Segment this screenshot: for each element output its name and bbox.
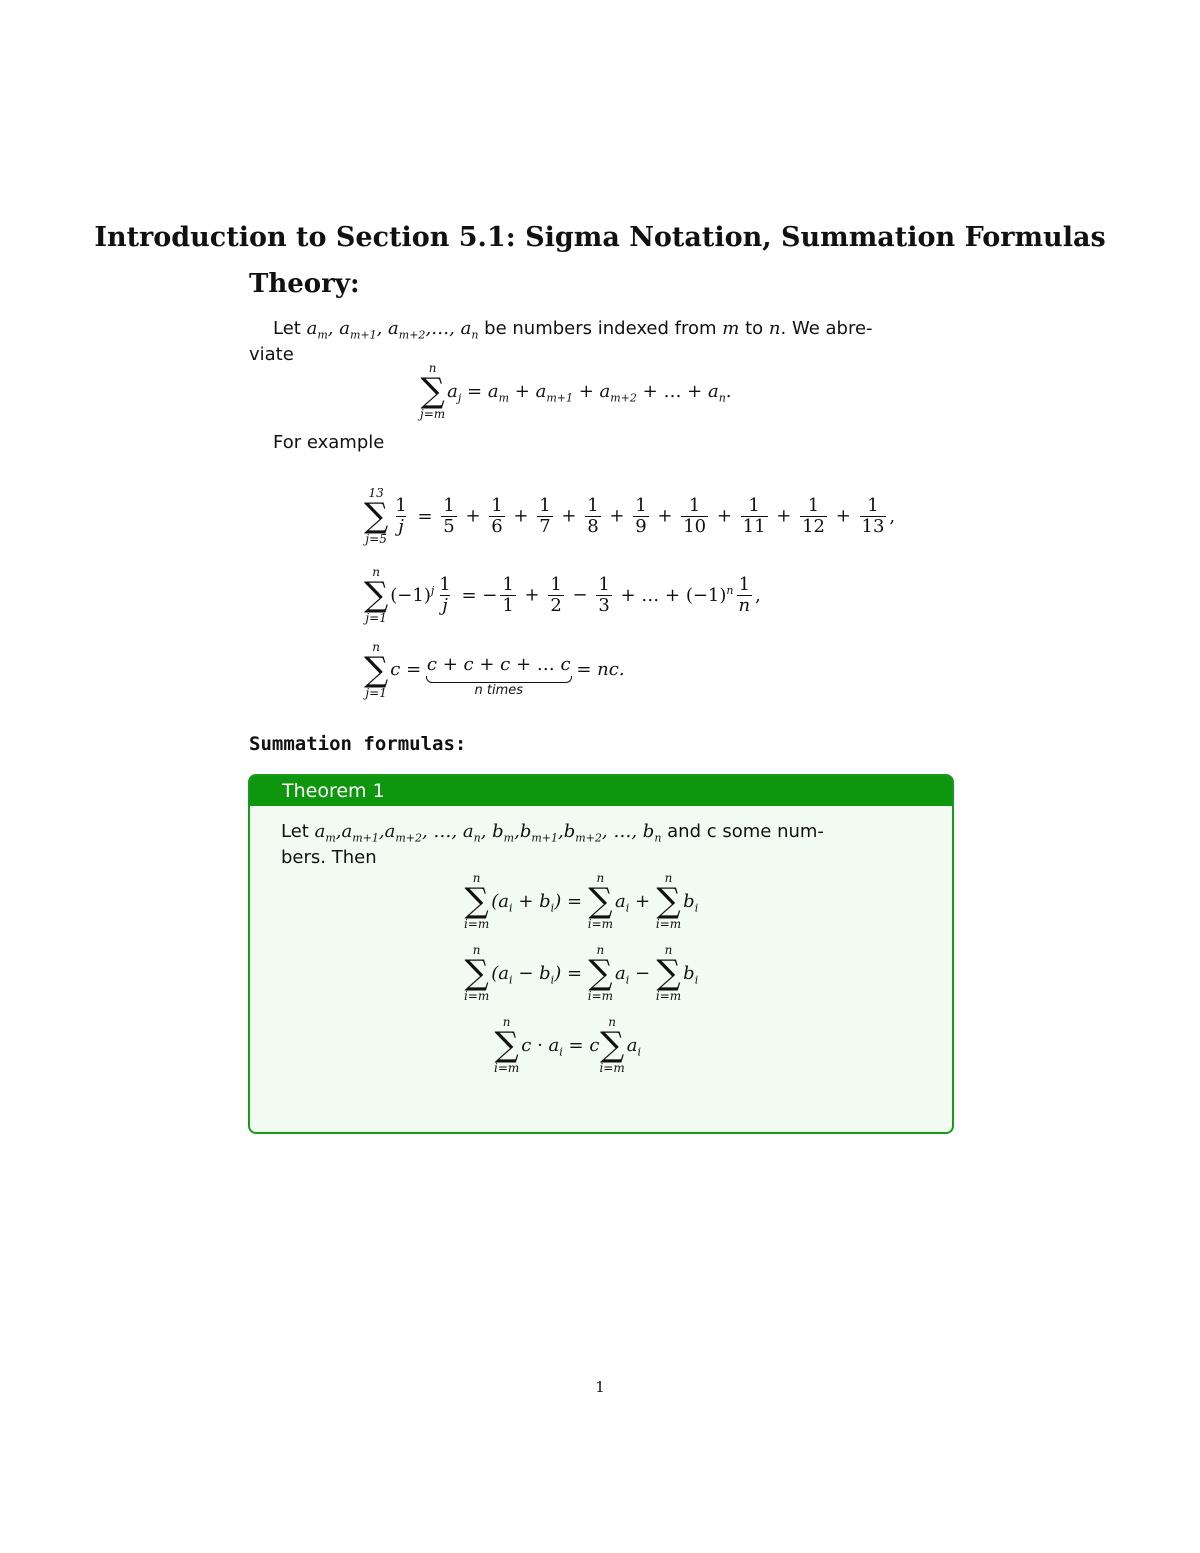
definition-formula: n ∑ j=m $a_j = a_m + a_{m+1} + a_{m+2}$ + … + $a_n$. — [420, 361, 732, 421]
intro-viate: viate — [249, 344, 294, 365]
intro-paragraph: Let $a_m$, $a_{m+1}$, $a_{m+2},\dots$, $a_n$ be numbers indexed from m to n. We abre- viate — [249, 316, 959, 368]
page-number: 1 — [595, 1378, 605, 1396]
example-1-fraction: $\frac{1}{5}$ — [443, 494, 455, 537]
example-2-fraction: $\frac{1}{3}$ — [598, 573, 610, 616]
underbrace: c + c + c + … c n times — [426, 654, 571, 698]
example-1-fraction: $\frac{1}{6}$ — [491, 494, 503, 537]
example-1-terms: $\frac{1}{5}$ + $\frac{1}{6}$ + $\frac{1}{7}$ + $\frac{1}{8}$ + $\frac{1}{9}$ + $\frac{1}{10}$ + $\frac{1}{11}$ + $\frac{1}{12}$ + $\frac{1}{13}$ — [443, 494, 885, 537]
example-2: n ∑ j=1 $(-1)^j$ $\frac{1}{j}$ = − $\frac{1}{1}$ + $\frac{1}{2}$ − $\frac{1}{3}$ + … + $(-1)^n$ $\frac{1}{n}$ , — [364, 565, 761, 625]
theorem-formula-1: n ∑ i=m $(a_i + b_i)$ = n ∑ i=m $a_i$ + n ∑ i=m $b_i$ — [464, 871, 699, 931]
theorem-title: Theorem 1 — [282, 780, 385, 802]
for-example: For example — [273, 432, 385, 453]
example-1-fraction: $\frac{1}{13}$ — [861, 494, 885, 537]
theory-heading: Theory: — [249, 269, 360, 299]
intro-let: Let — [273, 318, 301, 339]
example-2-fraction: $\frac{1}{2}$ — [550, 573, 562, 616]
example-2-terms: $\frac{1}{1}$ + $\frac{1}{2}$ − $\frac{1}{3}$ — [502, 573, 610, 616]
example-1-fraction: $\frac{1}{11}$ — [742, 494, 766, 537]
example-1-fraction: $\frac{1}{10}$ — [683, 494, 707, 537]
page-title: Introduction to Section 5.1: Sigma Notation, Summation Formulas — [94, 222, 1106, 253]
intro-indexed: be numbers indexed from — [484, 318, 717, 339]
example-1-fraction: $\frac{1}{7}$ — [539, 494, 551, 537]
example-1-fraction: $\frac{1}{9}$ — [635, 494, 647, 537]
example-2-fraction: $\frac{1}{1}$ — [502, 573, 514, 616]
example-1: 13 ∑ j=5 $\frac{1}{j}$ = $\frac{1}{5}$ + $\frac{1}{6}$ + $\frac{1}{7}$ + $\frac{1}{8}$ + $\frac{1}{9}$ + $\frac{1}{10}$ + $\frac{1}{11}$ + $\frac{1}{12}$ + $\frac{1}{13}$ , — [364, 486, 896, 546]
theorem-body: Let $a_m,a_{m+1},a_{m+2}$, …, $a_n$, $b_m,b_{m+1},b_{m+2}$, …, $b_n$ and c some num- bers. Then — [281, 821, 824, 868]
theorem-formula-3: n ∑ i=m $c \cdot a_i = c$ n ∑ i=m $a_i$ — [494, 1015, 641, 1075]
theorem-formula-2: n ∑ i=m $(a_i - b_i)$ = n ∑ i=m $a_i$ − n ∑ i=m $b_i$ — [464, 943, 699, 1003]
example-3: n ∑ j=1 c = c + c + c + … c n times = nc. — [364, 639, 625, 700]
example-1-fraction: $\frac{1}{12}$ — [802, 494, 825, 537]
summation-heading: Summation formulas: — [249, 733, 467, 755]
theorem-box — [248, 774, 954, 1134]
example-1-fraction: $\frac{1}{8}$ — [587, 494, 599, 537]
